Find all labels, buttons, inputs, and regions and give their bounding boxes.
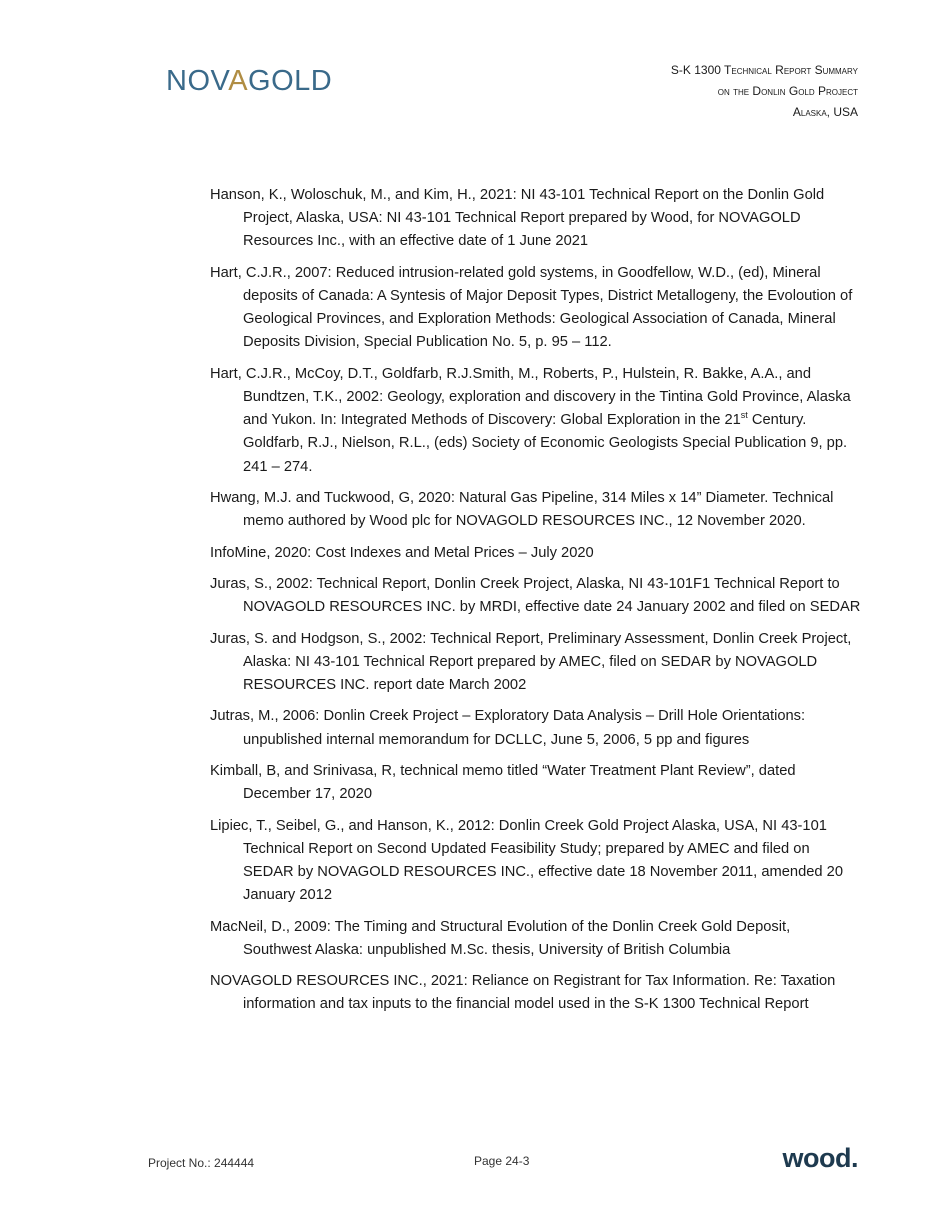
- reference-item: MacNeil, D., 2009: The Timing and Structural Evolution of the Donlin Creek Gold Deposit, Southwest Alaska: unpublished M.Sc. thesis, University of British Columbia: [210, 918, 791, 958]
- reference-item: [210, 363, 862, 479]
- report-title-line-2: on the Donlin Gold Project: [717, 84, 858, 98]
- reference-item: NOVAGOLD RESOURCES INC., 2021: Reliance on Registrant for Tax Information. Re: Taxation information and tax inputs to the financial model used in the S-K 1300 Technical Report: [210, 973, 836, 1013]
- reference-item: Lipiec, T., Seibel, G., and Hanson, K., 2012: Donlin Creek Gold Project Alaska, USA, NI 43-101 Technical Report on Second Updated Feasibility Study; prepared by AMEC and filed on SEDAR by NOVAGOLD RESOURCES INC., effective date 18 November 2011, amended 20 January 2012: [210, 817, 844, 904]
- reference-item: Jutras, M., 2006: Donlin Creek Project – Exploratory Data Analysis – Drill Hole Orientations: unpublished internal memorandum for DCLLC, June 5, 2006, 5 pp and figures: [210, 708, 806, 748]
- reference-item: Juras, S., 2002: Technical Report, Donlin Creek Project, Alaska, NI 43-101F1 Technical Report to NOVAGOLD RESOURCES INC. by MRDI, effective date 24 January 2002 and filed on SEDAR: [210, 575, 861, 616]
- superscript: st: [740, 410, 748, 421]
- page-number: Page 24-3: [474, 1154, 530, 1168]
- project-number: Project No.: 244444: [148, 1156, 255, 1170]
- reference-item: Kimball, B, and Srinivasa, R, technical memo titled “Water Treatment Plant Review”, dated December 17, 2020: [210, 762, 796, 803]
- reference-item: Hwang, M.J. and Tuckwood, G, 2020: Natural Gas Pipeline, 314 Miles x 14” Diameter. Technical memo authored by Wood plc for NOVAGOLD RESOURCES INC., 12 November 2020.: [210, 490, 834, 530]
- logo-suffix: GOLD: [248, 65, 333, 97]
- logo-accent: A: [228, 65, 249, 97]
- novagold-logo: [166, 64, 332, 98]
- logo-prefix: NOV: [166, 65, 229, 97]
- reference-item: InfoMine, 2020: Cost Indexes and Metal Prices – July 2020: [210, 544, 594, 561]
- reference-item: Hart, C.J.R., 2007: Reduced intrusion-related gold systems, in Goodfellow, W.D., (ed), Mineral deposits of Canada: A Syntesis of Major Deposit Types, District Metallogeny, the Evoloution of Geological Provinces, and Exploration Methods: Geological Association of Canada, Mineral Deposits Division, Special Publication No. 5, p. 95 – 112.: [210, 264, 853, 351]
- report-title-line-3: Alaska, USA: [792, 105, 858, 119]
- reference-text: Hart, C.J.R., McCoy, D.T., Goldfarb, R.J.Smith, M., Roberts, P., Hulstein, R. Bakke, A.A., and Bundtzen, T.K., 2002: Geology, exploration and discovery in the Tintina Gold Province, Alaska and Yukon. In: Integrated Methods of Discovery: Global Exploration in the 21: [210, 365, 851, 429]
- report-title-line-1: S-K 1300 Technical Report Summary: [670, 63, 858, 77]
- reference-item: Hanson, K., Woloschuk, M., and Kim, H., 2021: NI 43-101 Technical Report on the Donlin Gold Project, Alaska, USA: NI 43-101 Technical Report prepared by Wood, for NOVAGOLD Resources Inc., with an effective date of 1 June 2021: [210, 187, 825, 250]
- reference-text: Century. Goldfarb, R.J., Nielson, R.L., (eds) Society of Economic Geologists Special Publication 9, pp. 241 – 274.: [243, 412, 848, 475]
- wood-logo: wood.: [782, 1143, 858, 1173]
- reference-item: Juras, S. and Hodgson, S., 2002: Technical Report, Preliminary Assessment, Donlin Creek Project, Alaska: NI 43-101 Technical Report prepared by AMEC, filed on SEDAR by NOVAGOLD RESOURCES INC. report date March 2002: [210, 630, 852, 693]
- report-title: [478, 60, 858, 123]
- reference-list: [210, 184, 862, 1025]
